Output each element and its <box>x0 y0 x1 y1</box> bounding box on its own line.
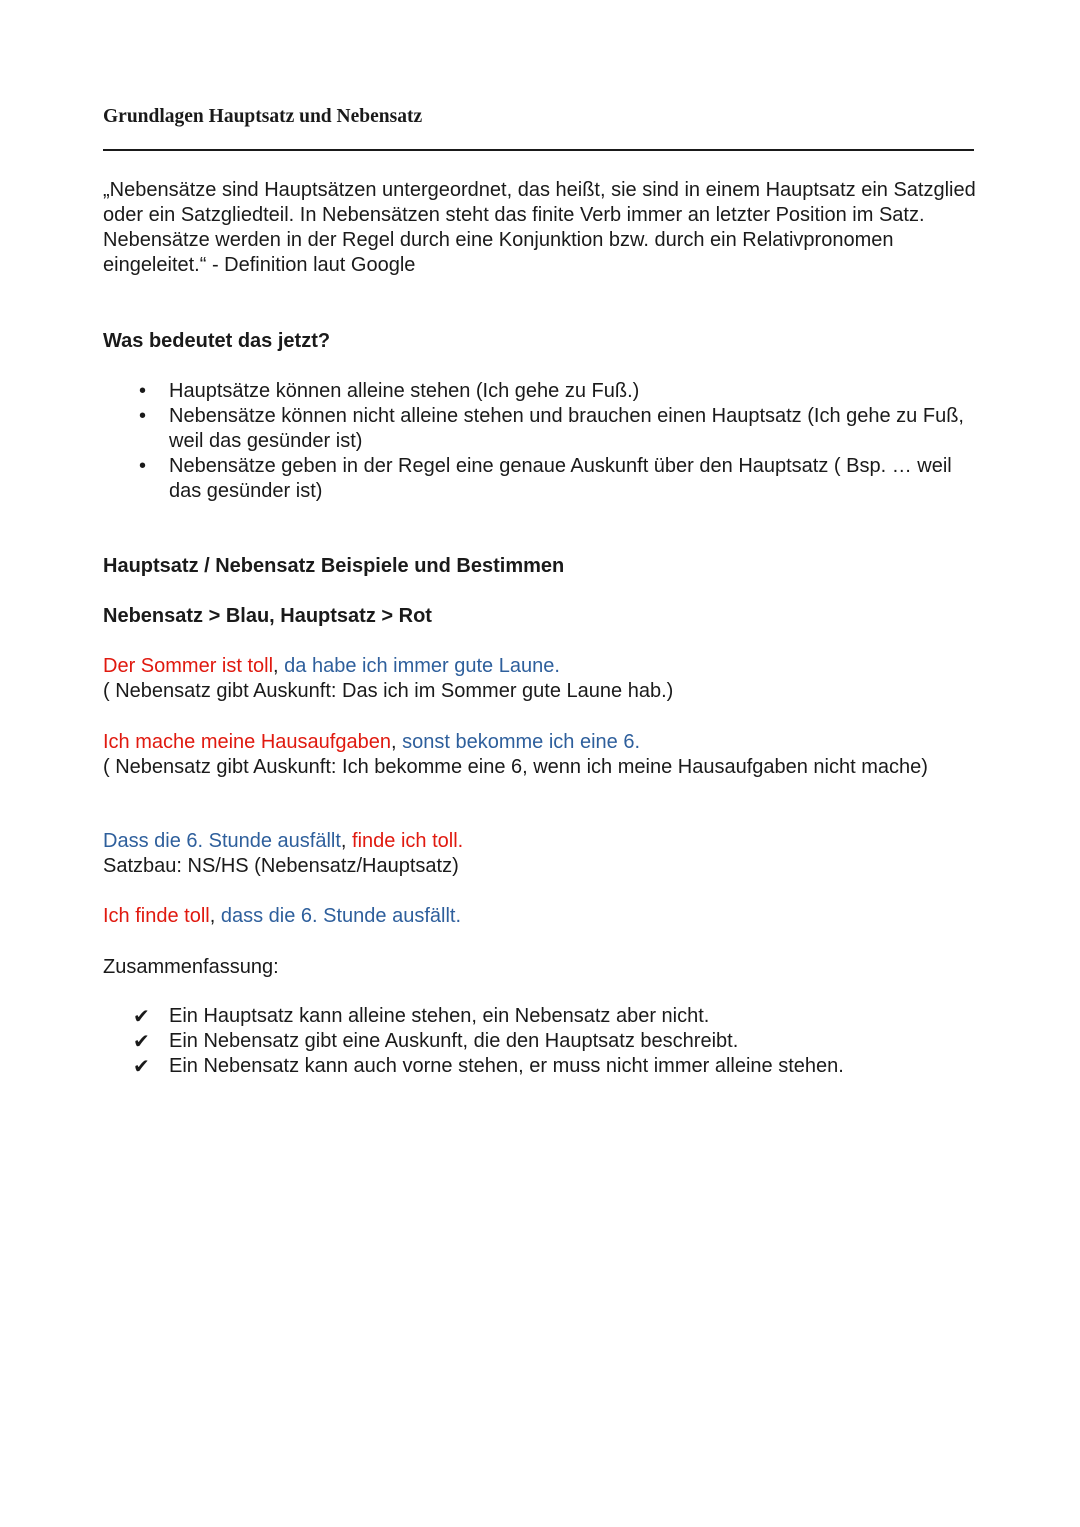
example-sentence <box>103 829 983 854</box>
list-item <box>103 454 983 504</box>
check-text: Ein Nebensatz kann auch vorne stehen, er muss nicht immer alleine stehen. <box>169 1055 844 1077</box>
list-item <box>103 1029 983 1054</box>
list-item <box>103 404 983 454</box>
example-sentence <box>103 654 983 679</box>
example-3 <box>103 829 983 879</box>
title-divider <box>103 149 974 151</box>
comma: , <box>390 731 403 753</box>
examples-heading: Hauptsatz / Nebensatz Beispiele und Bestimmen <box>103 555 565 577</box>
nebensatz-text: dass die 6. Stunde ausfällt. <box>220 905 462 927</box>
bullet-text: Hauptsätze können alleine stehen (Ich gehe zu Fuß.) <box>169 380 640 402</box>
nebensatz-text: da habe ich immer gute Laune. <box>284 655 560 677</box>
list-item <box>103 1054 983 1079</box>
question-heading: Was bedeutet das jetzt? <box>103 330 331 352</box>
bullet-list <box>103 379 983 504</box>
page-title: Grundlagen Hauptsatz und Nebensatz <box>103 106 423 127</box>
bullet-icon: • <box>139 405 147 427</box>
check-icon: ✔ <box>133 1029 150 1053</box>
example-2 <box>103 730 983 780</box>
example-note: ( Nebensatz gibt Auskunft: Ich bekomme eine 6, wenn ich meine Hausaufgaben nicht mache) <box>103 756 928 778</box>
check-list <box>103 1004 983 1079</box>
list-item <box>103 1004 983 1029</box>
bullet-icon: • <box>139 455 147 477</box>
check-icon: ✔ <box>133 1054 150 1078</box>
bullet-icon: • <box>139 380 147 402</box>
comma: , <box>209 905 221 927</box>
hauptsatz-text: Ich finde toll <box>103 905 210 927</box>
nebensatz-text: Dass die 6. Stunde ausfällt <box>103 830 341 852</box>
hauptsatz-text: Ich mache meine Hausaufgaben <box>103 731 391 753</box>
example-note: ( Nebensatz gibt Auskunft: Das ich im Sommer gute Laune hab.) <box>103 680 674 702</box>
check-icon: ✔ <box>133 1004 150 1028</box>
example-1 <box>103 654 983 704</box>
check-text: Ein Hauptsatz kann alleine stehen, ein Nebensatz aber nicht. <box>169 1005 710 1027</box>
example-sentence <box>103 730 983 755</box>
color-key: Nebensatz > Blau, Hauptsatz > Rot <box>103 605 432 627</box>
bullet-text: Nebensätze geben in der Regel eine genaue Auskunft über den Hauptsatz ( Bsp. … weil das gesünder ist) <box>169 455 952 502</box>
nebensatz-text: sonst bekomme ich eine 6. <box>402 731 640 753</box>
definition-quote: „Nebensätze sind Hauptsätzen untergeordnet, das heißt, sie sind in einem Hauptsatz ein Satzglied oder ein Satzgliedteil. In Nebensätzen steht das finite Verb immer an letzter Position im Satz. Nebensätze werden in der Regel durch eine Konjunktion bzw. durch ein Relativpronomen eingeleitet.“ - Definition laut Google <box>103 179 976 276</box>
list-item <box>103 379 983 404</box>
hauptsatz-text: finde ich toll. <box>352 830 464 852</box>
comma: , <box>340 830 353 852</box>
check-text: Ein Nebensatz gibt eine Auskunft, die den Hauptsatz beschreibt. <box>169 1030 739 1052</box>
example-note: Satzbau: NS/HS (Nebensatz/Hauptsatz) <box>103 855 459 877</box>
example-4 <box>103 904 983 929</box>
bullet-text: Nebensätze können nicht alleine stehen und brauchen einen Hauptsatz (Ich gehe zu Fuß, weil das gesünder ist) <box>169 405 964 452</box>
summary-heading: Zusammenfassung: <box>103 956 279 978</box>
hauptsatz-text: Der Sommer ist toll <box>103 655 274 677</box>
example-sentence <box>103 904 983 929</box>
comma: , <box>273 655 285 677</box>
